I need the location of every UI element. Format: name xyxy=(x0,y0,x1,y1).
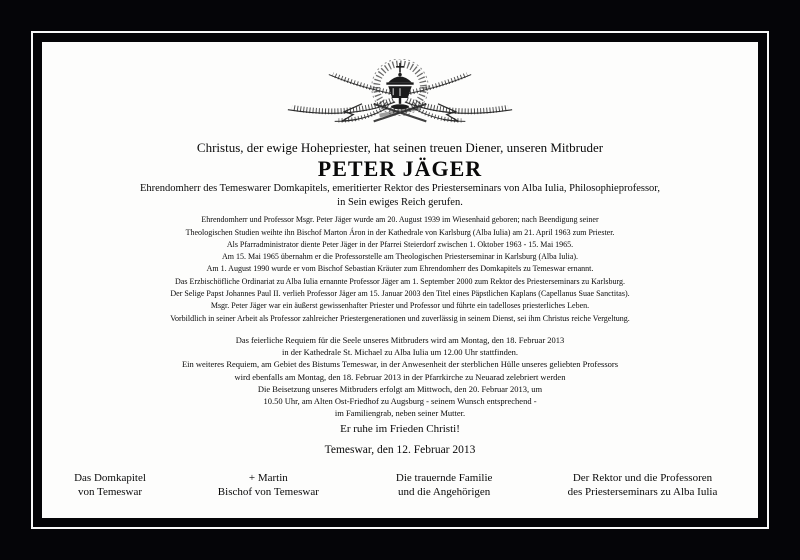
funeral-line: 10.50 Uhr, am Alten Ost-Friedhof zu Augsburg - seinem Wunsch entsprechend - xyxy=(263,395,537,406)
signatory-line: von Temeswar xyxy=(77,485,143,498)
signatory-line: und die Angehörigen xyxy=(398,485,491,498)
signatories-row xyxy=(42,472,758,499)
closing-blessing: Er ruhe im Frieden Christi! xyxy=(340,423,460,436)
titles-line-2: in Sein ewiges Reich gerufen. xyxy=(337,196,463,208)
biography-paragraph xyxy=(42,214,758,325)
signatory-bischof-martin xyxy=(183,472,353,499)
death-notice-card xyxy=(42,42,758,518)
biography-line: Am 1. August 1990 wurde er vom Bischof Sebastian Kräuter zum Ehrendomherr des Domkapitels zu Temeswar ernannt. xyxy=(206,264,594,274)
biography-line: Msgr. Peter Jäger war ein äußerst gewissenhafter Priester und Professor und führte ein tadelloses priesterliches Leben. xyxy=(210,301,590,311)
signatory-priesterseminar xyxy=(535,472,750,499)
funeral-line: Das feierliche Requiem für die Seele unseres Mitbruders wird am Montag, den 18. Februar 2013 xyxy=(235,334,565,345)
intro-line: Christus, der ewige Hohepriester, hat seinen treuen Diener, unseren Mitbruder xyxy=(196,140,604,155)
signatory-line: Der Rektor und die Professoren xyxy=(572,472,713,485)
funeral-line: wird ebenfalls am Montag, den 18. Februar 2013 in der Pfarrkirche zu Neuarad zelebriert werden xyxy=(234,371,566,382)
signatory-familie xyxy=(367,472,522,499)
biography-line: Theologischen Studien weihte ihn Bischof Marton Áron in der Kathedrale von Karlsburg (Alba Iulia) am 21. April 1963 zum Priester. xyxy=(185,227,615,237)
signatory-domkapitel xyxy=(50,472,170,499)
signatory-line: Die trauernde Familie xyxy=(395,472,493,485)
outer-frame xyxy=(31,31,769,529)
signatory-line: Bischof von Temeswar xyxy=(217,485,319,498)
titles-line-1: Ehrendomherr des Temeswarer Domkapitels, emeritierter Rektor des Priesterseminars von Alba Iulia, Philosophieprofessor, xyxy=(139,183,660,195)
funeral-details-paragraph xyxy=(42,334,758,419)
biography-line: Ehrendomherr und Professor Msgr. Peter Jäger wurde am 20. August 1939 im Wiesenhaid geboren; nach Beendigung seiner xyxy=(201,215,599,225)
funeral-line: in der Kathedrale St. Michael zu Alba Iulia um 12.00 Uhr stattfinden. xyxy=(281,347,519,358)
signatory-line: des Priesterseminars zu Alba Iulia xyxy=(567,485,718,498)
biography-line: Der Selige Papst Johannes Paul II. verlieh Professor Jäger am 15. Januar 2003 den Titel eines Päpstlichen Kaplans (Capellanus Suae Sanctitas). xyxy=(170,289,630,298)
biography-line: Als Pfarradministrator diente Peter Jäger in der Pfarrei Steierdorf zwischen 1. Oktober 1963 - 15. Mai 1965. xyxy=(226,239,574,249)
biography-line: Das Erzbischöfliche Ordinariat zu Alba Iulia ernannte Professor Jäger am 1. September 2000 zum Rektor des Priesterseminars zu Karlsburg. xyxy=(175,276,625,286)
biography-line: Am 15. Mai 1965 übernahm er die Professorstelle am Theologischen Priesterseminar in Karlsburg (Alba Iulia). xyxy=(221,252,579,262)
funeral-line: Ein weiteres Requiem, am Gebiet des Bistums Temeswar, in der Anwesenheit der sterblichen Hülle unseres geliebten Professors xyxy=(181,359,619,370)
funeral-line: im Familiengrab, neben seiner Mutter. xyxy=(334,408,466,419)
deceased-name: PETER JÄGER xyxy=(317,155,483,181)
biography-line: Vorbildlich in seiner Arbeit als Professor zahlreicher Priestergenerationen und zuverlässig in seinem Dienst, sei ihm Christus reiche Vergeltung. xyxy=(170,313,630,323)
place-and-date-line: Temeswar, den 12. Februar 2013 xyxy=(324,443,476,456)
funeral-line: Die Beisetzung unseres Mitbruders erfolgt am Mittwoch, den 20. Februar 2013, um xyxy=(257,383,543,394)
chalice-emblem-icon xyxy=(275,59,525,137)
signatory-line: Das Domkapitel xyxy=(74,472,146,485)
signatory-line: + Martin xyxy=(248,472,288,485)
